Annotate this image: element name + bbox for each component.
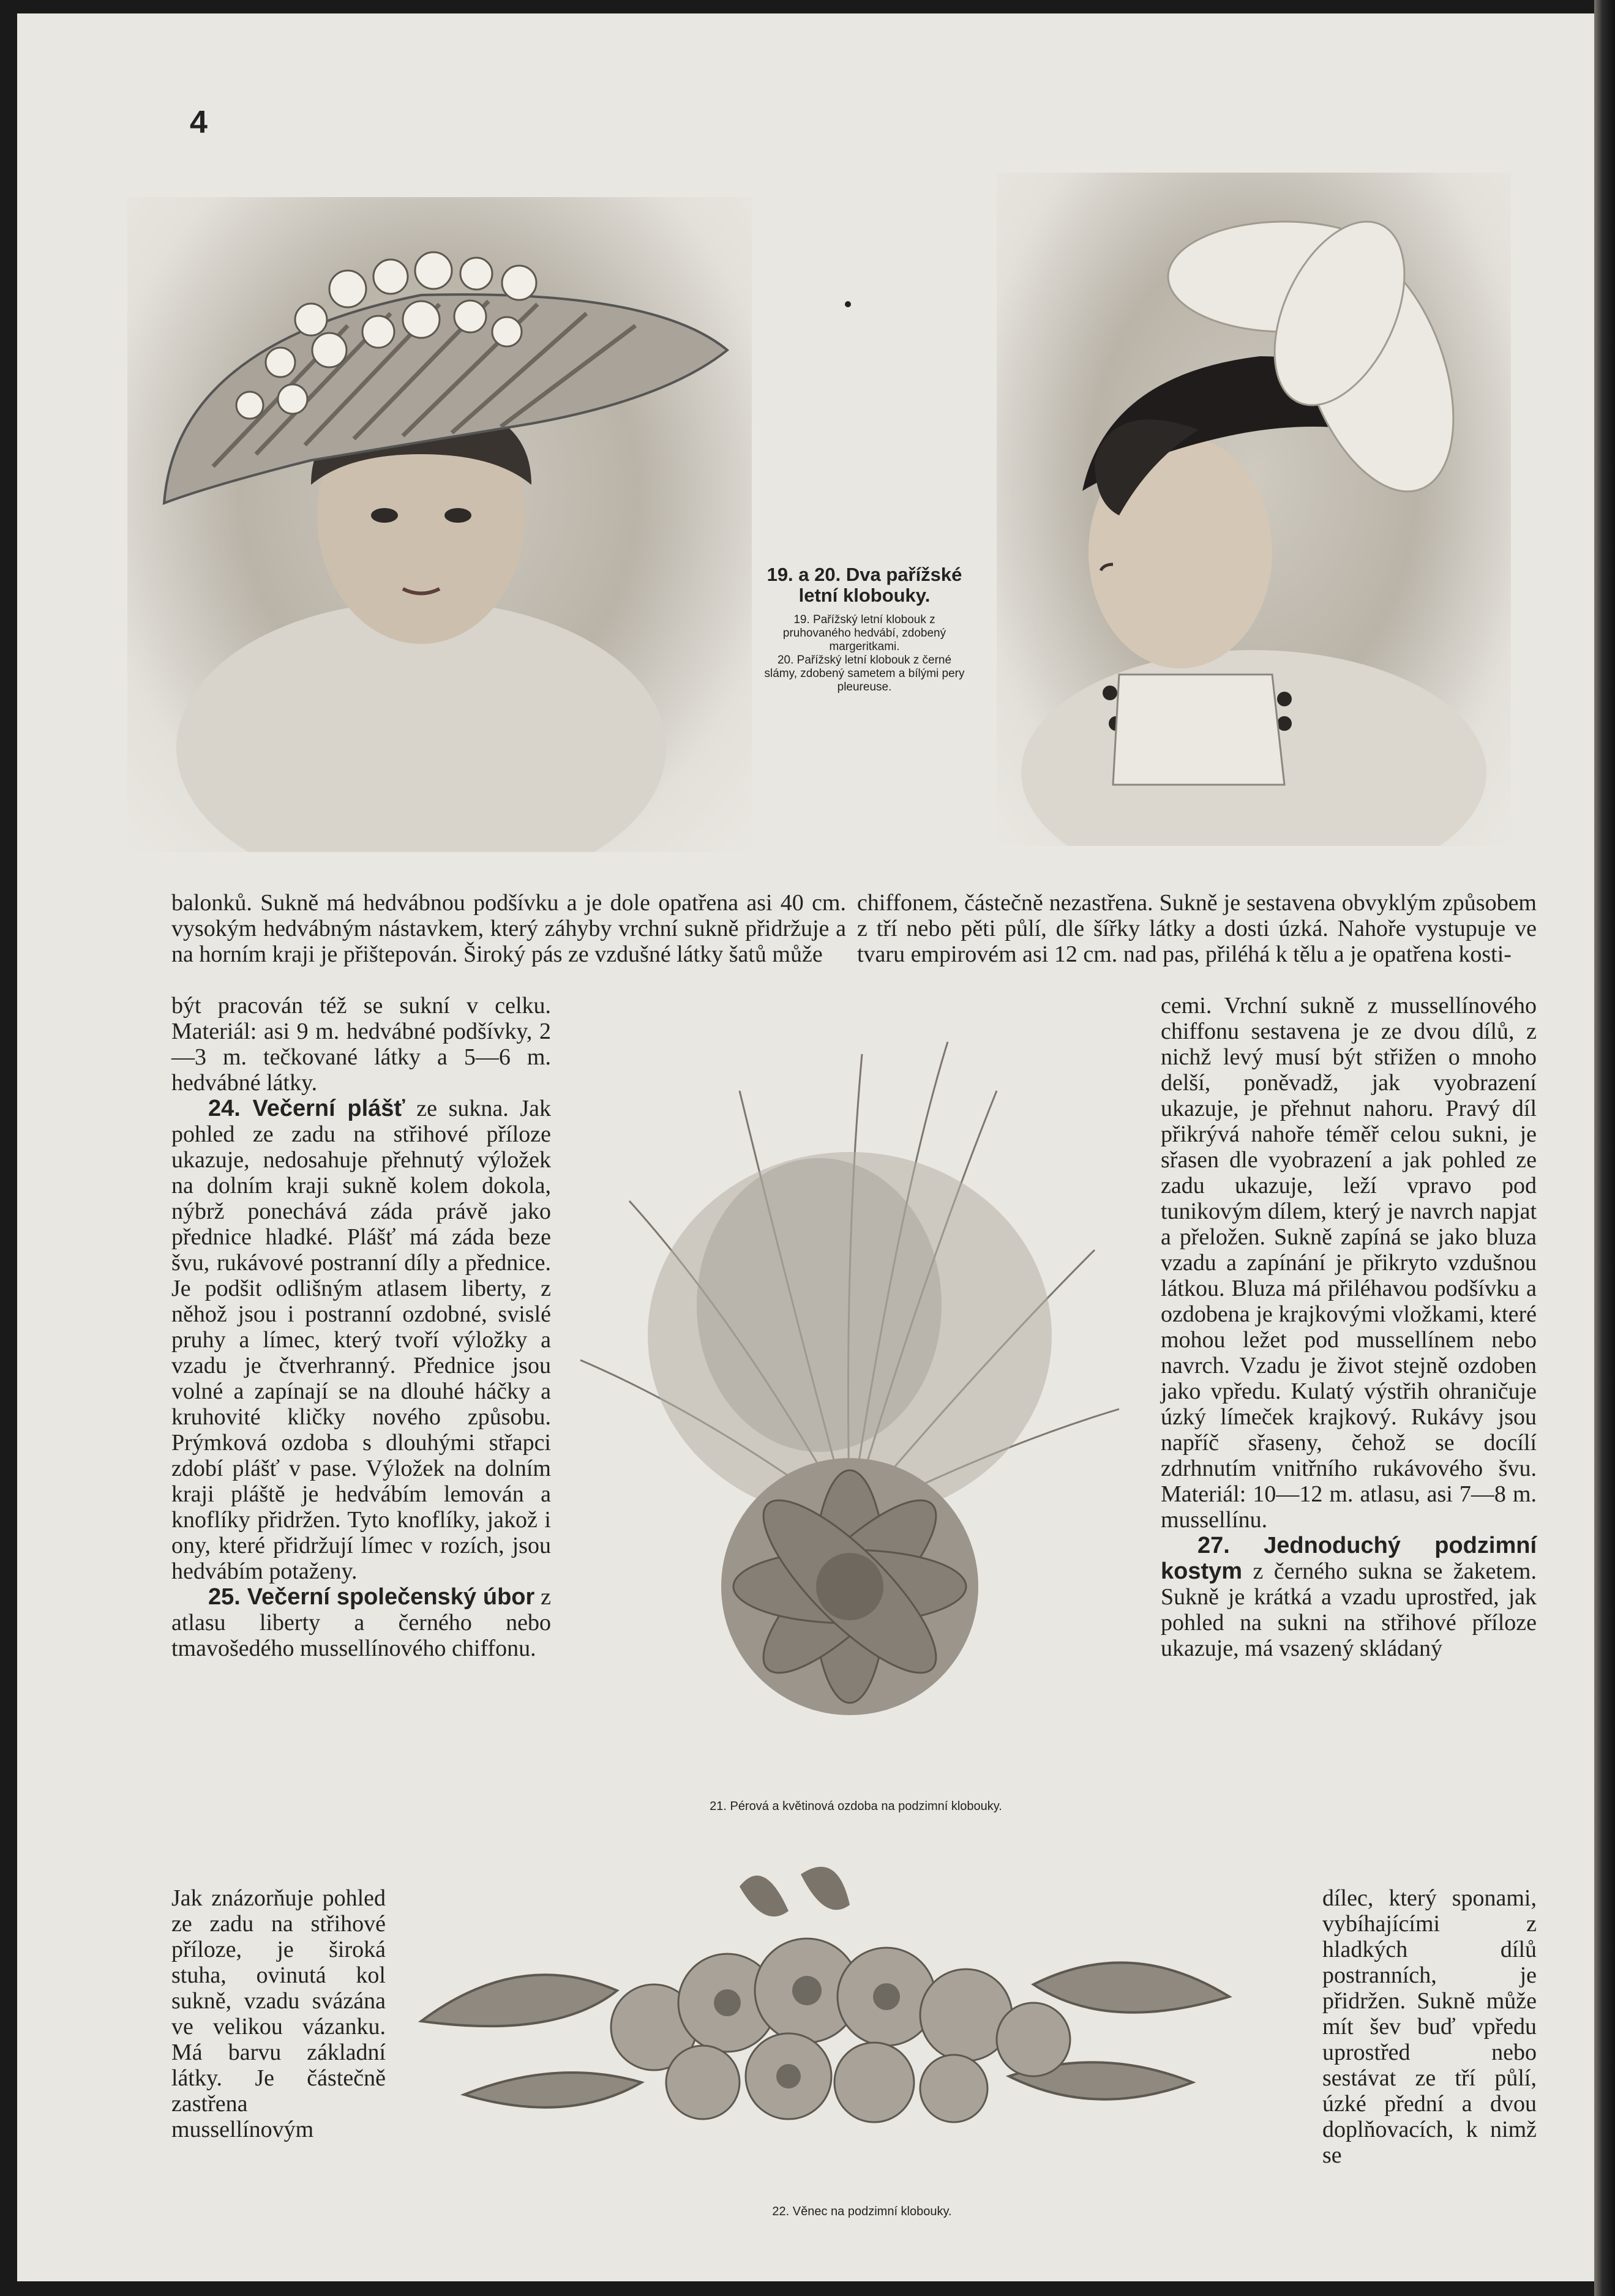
left-column xyxy=(171,993,551,1661)
figure-20-description: 20. Pařížský letní klobouk z černé slámy, zdobený sametem a bílými pery pleureuse. xyxy=(764,654,965,694)
section-25-body: z atlasu liberty a černého nebo tmavošedého mussellínového chiffonu. xyxy=(171,1584,551,1661)
right-paragraph-1: cemi. Vrchní sukně z mussellínového chiffonu sestavena je ze dvou dílů, z nichž levý musí být střižen o mnoho delší, poněvadž, jak vyobrazení ukazuje, je přehnut nahoru. Pravý díl přikrývá nahoře téměř celou sukni, je sřasen dle vyobrazení a jak pohled ze zadu ukazuje, leží vpravo pod tunikovým dílem, který je navrch napjat a přeložen. Sukně zapíná se jako bluza vzadu a zapínání je přikryto vzdušnou látkou. Bluza má přiléhavou podšívku a ozdobena je krajkovými vložkami, které mohou ležet pod mussellínem nebo navrch. Vzadu je život stejně ozdoben jako vpředu. Kulatý výstřih ohraničuje úzký límeček krajkový. Rukávy jsou napříč sřaseny, čehož se docílí zdrhnutím vnitřního rukávového švu. Materiál: 10—12 m. atlasu, asi 7—8 m. mussellínu. xyxy=(1161,993,1537,1533)
section-24 xyxy=(171,1096,551,1584)
left-paragraph-1: být pracován též se sukní v celku. Materiál: asi 9 m. hedvábné podšívky, 2—3 m. tečkované látky a 5—6 m. hedvábné látky. xyxy=(171,993,551,1096)
wreath-ornament xyxy=(397,1838,1254,2205)
right-column-narrow xyxy=(1322,1885,1537,2168)
figure-21-caption: 21. Pérová a květinová ozdoba na podzimní klobouky. xyxy=(710,1800,1002,1813)
left-column-top xyxy=(171,890,846,967)
photo-hat-20 xyxy=(997,173,1511,846)
figure-22-caption: 22. Věnec na podzimní klobouky. xyxy=(772,2205,952,2218)
section-24-heading: 24. Večerní plášť xyxy=(208,1096,405,1121)
right-top-paragraph: chiffonem, částečně nezastřena. Sukně je sestavena obvyklým způsobem z tří nebo pěti půlí, dle šířky látky a dosti úzká. Nahoře vystupuje ve tvaru empirovém asi 12 cm. nad pas, přiléhá k tělu a je opatřena kosti- xyxy=(857,890,1537,967)
left-column-narrow xyxy=(171,1885,386,2142)
figure-19-description: 19. Pařížský letní klobouk z pruhovaného hedvábí, zdobený margeritkami. xyxy=(782,613,946,653)
section-27-heading: 27. Jednoduchý podzimní kostym xyxy=(1161,1533,1537,1584)
left-top-paragraph: balonků. Sukně má hedvábnou podšívku a je dole opatřena asi 40 cm. vysokým hedvábným nástavkem, který záhyby vrchní sukně přidržuje a na horním kraji je přištepován. Široký pás ze vzdušné látky šatů může xyxy=(171,890,846,967)
section-25-continued: Jak znázorňuje pohled ze zadu na střihové příloze, je široká stuha, ovinutá kol sukně, vzadu svázána ve velikou vázanku. Má barvu základní látky. Je částečně zastřena mussellínovým xyxy=(171,1885,386,2142)
feather-flower-ornament xyxy=(556,1017,1144,1782)
section-27-body: z černého sukna se žaketem. Sukně je krátká a vzadu uprostřed, jak pohled na sukni na střihové příloze ukazuje, má vsazený skládaný xyxy=(1161,1558,1537,1661)
photo-hat-19 xyxy=(127,197,752,852)
page-number: 4 xyxy=(190,105,208,140)
magazine-page xyxy=(17,13,1597,2281)
hat-20-illustration xyxy=(997,173,1511,846)
section-25-heading: 25. Večerní společenský úbor xyxy=(208,1584,535,1610)
hat-19-illustration xyxy=(127,197,752,852)
section-27-continued: dílec, který sponami, vybíhajícími z hladkých dílů postranních, je přidržen. Sukně může mít šev buď vpředu uprostřed nebo sestávat ze tří půlí, úzké přední a dvou doplňovacích, k nimž se xyxy=(1322,1885,1537,2168)
section-24-body: ze sukna. Jak pohled ze zadu na střihové příloze ukazuje, nedosahuje přehnutý výložek na dolním kraji sukně kolem dokola, nýbrž ponechává záda právě jako přednice hladké. Plášť má záda beze švu, rukávové postranní díly a přednice. Je podšit odlišným atlasem liberty, z něhož jsou i postranní ozdobné, svislé pruhy a límec, který tvoří výložky a vzadu je čtverhranný. Přednice jsou volné a zapínají se na dlouhé háčky a kruhovité kličky nového způsobu. Prýmková ozdoba s dlouhými střapci zdobí plášť v pase. Výložek na dolním kraji pláště je hedvábím lemován a knoflíky přidržen. Tyto knoflíky, jakož i ony, které přidržují límec v rozích, jsou hedvábím potaženy. xyxy=(171,1096,552,1584)
figure-19-20-caption xyxy=(760,564,969,694)
right-column-top xyxy=(857,890,1537,967)
section-25 xyxy=(171,1584,551,1661)
print-speck xyxy=(845,301,851,307)
right-column xyxy=(1161,993,1537,1661)
figure-19-20-title: 19. a 20. Dva pařížské letní klobouky. xyxy=(766,564,962,606)
section-27 xyxy=(1161,1533,1537,1661)
page-edge-shadow xyxy=(1594,0,1615,2296)
